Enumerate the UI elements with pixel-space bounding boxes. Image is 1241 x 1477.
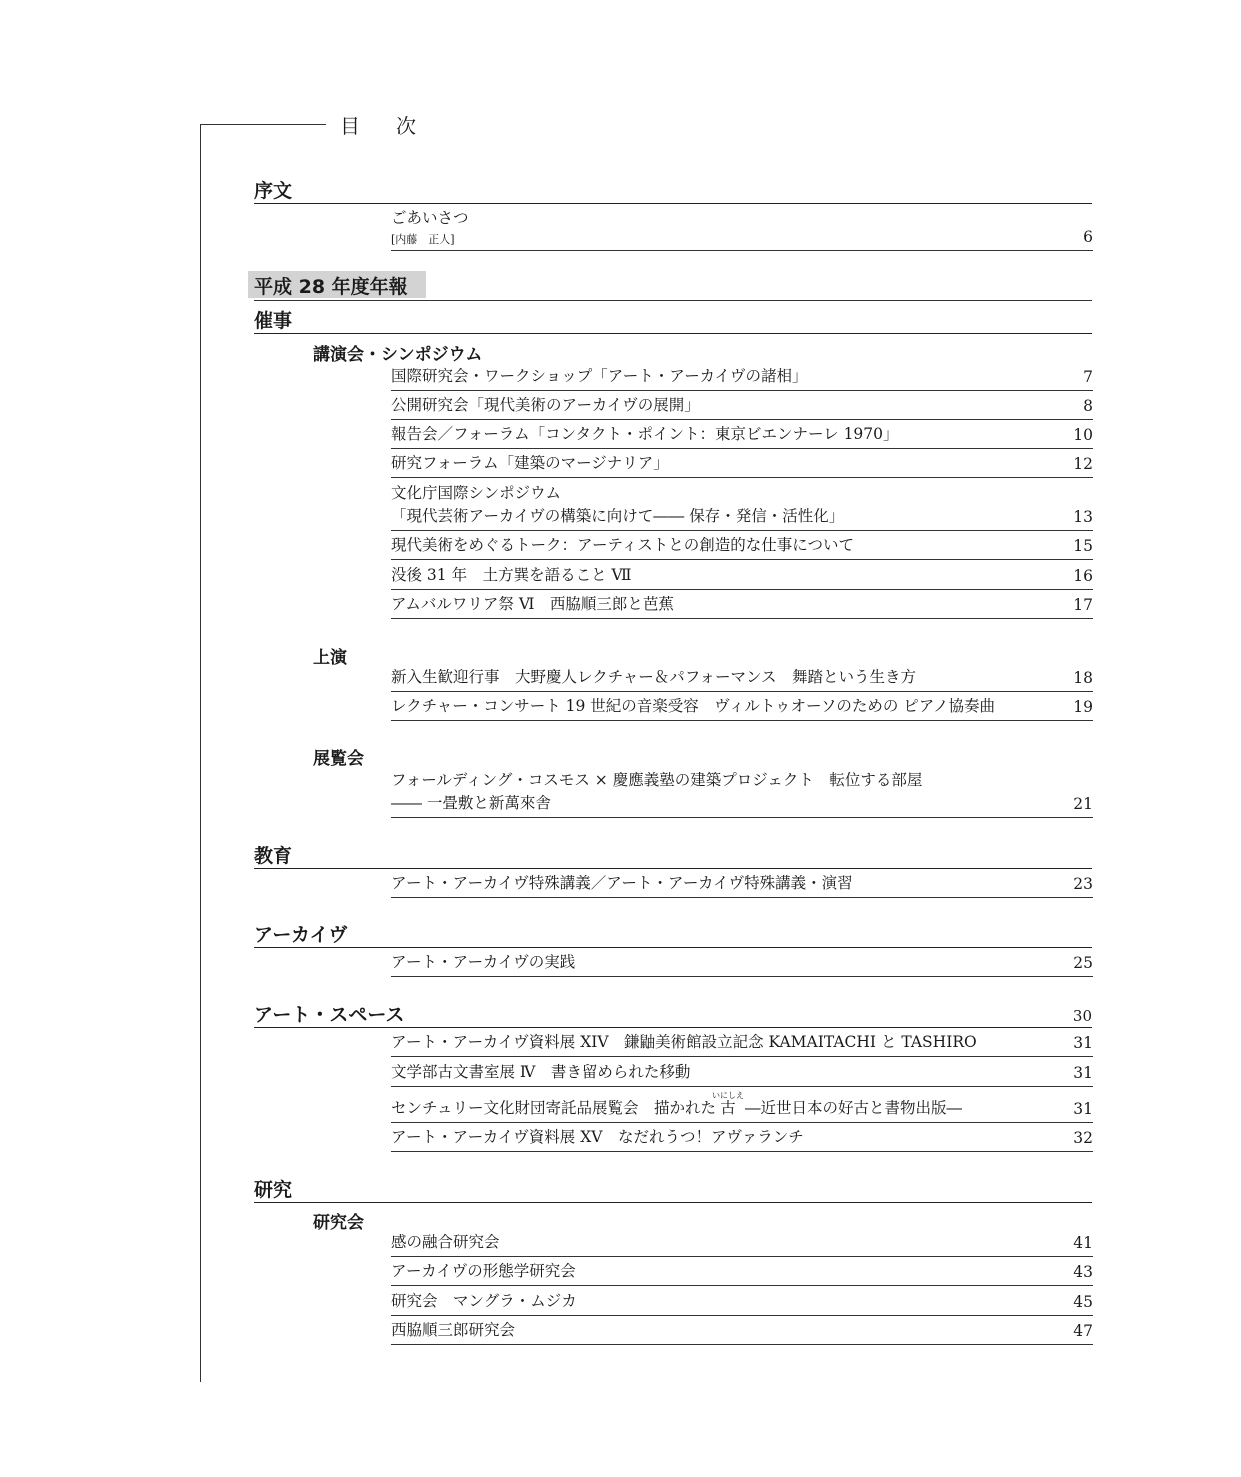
toc-entry[interactable] bbox=[391, 391, 1093, 420]
entry-title: アート・アーカイヴ資料展 XV なだれうつ！アヴァランチ bbox=[391, 1128, 804, 1146]
entry-title: 公開研究会「現代美術のアーカイヴの展開」 bbox=[391, 396, 700, 414]
toc-entry[interactable] bbox=[391, 869, 1093, 898]
entry-page: 31 bbox=[1073, 1100, 1093, 1118]
entry-page: 47 bbox=[1073, 1322, 1093, 1340]
page-title: 目 次 bbox=[340, 114, 424, 138]
entry-title: アート・アーカイヴ資料展 XIV 鎌鼬美術館設立記念 KAMAITACHI と TASHIRO bbox=[391, 1033, 977, 1051]
entry-title: 国際研究会・ワークショップ「アート・アーカイヴの諸相」 bbox=[391, 367, 808, 385]
entry-title: レクチャー・コンサート 19 世紀の音楽受容 ヴィルトゥオーソのための ピアノ協奏曲 bbox=[391, 697, 996, 715]
toc-entry[interactable] bbox=[391, 1286, 1093, 1316]
entry-page: 17 bbox=[1073, 596, 1093, 614]
section-preface bbox=[254, 176, 1092, 204]
entry-page: 16 bbox=[1073, 567, 1093, 585]
entry-title-after: ―近世日本の好古と書物出版― bbox=[740, 1099, 962, 1117]
entry-title: 感の融合研究会 bbox=[391, 1233, 500, 1251]
section-events bbox=[254, 306, 1092, 334]
section-heading: 研究 bbox=[254, 1179, 293, 1201]
toc-entry[interactable] bbox=[391, 1057, 1093, 1087]
entry-title: 「現代芸術アーカイヴの構築に向けて―― 保存・発信・活性化」 bbox=[391, 507, 845, 525]
section-art-space bbox=[254, 1000, 1092, 1028]
entry-page: 31 bbox=[1073, 1034, 1093, 1052]
entry-page: 6 bbox=[1083, 228, 1093, 246]
section-heading: 催事 bbox=[254, 310, 293, 332]
toc-entry[interactable] bbox=[391, 1087, 1093, 1123]
section-research bbox=[254, 1175, 1092, 1203]
entry-page: 23 bbox=[1073, 875, 1093, 893]
toc-entry[interactable] bbox=[391, 1123, 1093, 1152]
entry-page: 21 bbox=[1073, 795, 1093, 813]
entry-title: 現代美術をめぐるトーク：アーティストとの創造的な仕事について bbox=[391, 536, 854, 554]
subsection-performance: 上演 bbox=[313, 648, 347, 668]
entry-title: アート・アーカイヴの実践 bbox=[391, 953, 576, 971]
entry-title: 没後 31 年 土方巽を語ること Ⅶ bbox=[391, 566, 632, 584]
entry-title: アムバルワリア祭 Ⅵ 西脇順三郎と芭蕉 bbox=[391, 595, 674, 613]
entry-page: 43 bbox=[1073, 1263, 1093, 1281]
frame-top-rule bbox=[200, 124, 326, 125]
entry-title-line1: フォールディング・コスモス × 慶應義塾の建築プロジェクト 転位する部屋 bbox=[391, 771, 923, 789]
divider bbox=[254, 300, 1092, 301]
section-education bbox=[254, 841, 1092, 869]
entry-title-line1: 文化庁国際シンポジウム bbox=[391, 484, 561, 502]
toc-entry[interactable] bbox=[391, 1316, 1093, 1345]
entry-page: 15 bbox=[1073, 537, 1093, 555]
toc-entry[interactable] bbox=[391, 420, 1093, 449]
section-heading: アート・スペース bbox=[254, 1004, 405, 1026]
entry-page: 32 bbox=[1073, 1129, 1093, 1147]
toc-entry[interactable] bbox=[391, 531, 1093, 560]
ruby-reading: いにしえ bbox=[712, 1091, 745, 1100]
entry-page: 41 bbox=[1073, 1234, 1093, 1252]
section-page: 30 bbox=[1072, 1007, 1092, 1025]
ruby-base: 古 bbox=[712, 1099, 745, 1117]
entry-title: 研究会 マングラ・ムジカ bbox=[391, 1292, 577, 1310]
subsection-exhibition: 展覧会 bbox=[313, 749, 364, 769]
section-heading: 序文 bbox=[254, 180, 293, 202]
toc-entry[interactable] bbox=[391, 663, 1093, 692]
frame-left-rule bbox=[200, 124, 201, 1382]
entry-page: 18 bbox=[1073, 669, 1093, 687]
subsection-study-groups: 研究会 bbox=[313, 1213, 364, 1233]
toc-entry[interactable] bbox=[391, 362, 1093, 391]
entry-title-with-ruby bbox=[391, 1091, 962, 1118]
section-heading: アーカイヴ bbox=[254, 924, 348, 946]
entry-title-before: センチュリー文化財団寄託品展覧会 描かれた bbox=[391, 1099, 717, 1117]
entry-page: 25 bbox=[1073, 954, 1093, 972]
entry-title: 西脇順三郎研究会 bbox=[391, 1321, 516, 1339]
entry-title: ごあいさつ bbox=[391, 209, 469, 227]
ruby-word bbox=[712, 1091, 745, 1117]
toc-entry[interactable] bbox=[391, 1028, 1093, 1057]
entry-page: 10 bbox=[1073, 426, 1093, 444]
entry-title: 新入生歓迎行事 大野慶人レクチャー＆パフォーマンス 舞踏という生き方 bbox=[391, 668, 916, 686]
toc-entry[interactable] bbox=[391, 1257, 1093, 1286]
entry-page: 13 bbox=[1073, 508, 1093, 526]
toc-entry[interactable] bbox=[391, 560, 1093, 590]
entry-page: 8 bbox=[1083, 397, 1093, 415]
entry-title: 報告会／フォーラム「コンタクト・ポイント：東京ビエンナーレ 1970」 bbox=[391, 425, 899, 443]
entry-page: 19 bbox=[1073, 698, 1093, 716]
toc-entry[interactable] bbox=[391, 692, 1093, 721]
toc-entry[interactable] bbox=[391, 590, 1093, 619]
section-heading: 教育 bbox=[254, 845, 293, 867]
entry-title: アーカイヴの形態学研究会 bbox=[391, 1262, 576, 1280]
toc-entry[interactable] bbox=[391, 768, 1093, 818]
entry-author: [内藤 正人] bbox=[391, 233, 455, 246]
toc-entry[interactable] bbox=[391, 478, 1093, 531]
entry-title: アート・アーカイヴ特殊講義／アート・アーカイヴ特殊講義・演習 bbox=[391, 874, 853, 892]
entry-title: 文学部古文書室展 Ⅳ 書き留められた移動 bbox=[391, 1063, 691, 1081]
entry-title: ―― 一畳敷と新萬來舎 bbox=[391, 794, 551, 812]
entry-page: 45 bbox=[1073, 1293, 1093, 1311]
toc-entry[interactable] bbox=[391, 948, 1093, 977]
toc-entry[interactable] bbox=[391, 1228, 1093, 1257]
entry-page: 31 bbox=[1073, 1064, 1093, 1082]
entry-page: 12 bbox=[1073, 455, 1093, 473]
section-archive bbox=[254, 920, 1092, 948]
annual-report-heading: 平成 28 年度年報 bbox=[254, 276, 408, 298]
entry-page: 7 bbox=[1083, 368, 1093, 386]
entry-title: 研究フォーラム「建築のマージナリア」 bbox=[391, 454, 669, 472]
toc-entry[interactable] bbox=[391, 449, 1093, 478]
toc-entry[interactable] bbox=[391, 206, 1093, 251]
subsection-lectures: 講演会・シンポジウム bbox=[313, 345, 483, 365]
